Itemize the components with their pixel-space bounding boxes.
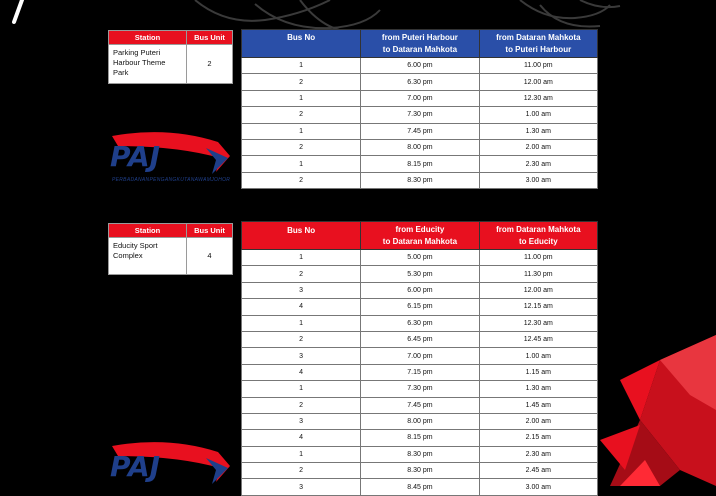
table-row: [242, 348, 598, 364]
return-time-cell: 3.00 am: [479, 479, 597, 495]
station-header: Station: [109, 224, 187, 238]
outbound-time-cell: 6.00 pm: [361, 58, 479, 74]
table-row: [242, 123, 598, 139]
table-row: [242, 107, 598, 123]
bus-no-cell: 1: [242, 58, 361, 74]
table-row: [242, 364, 598, 380]
col-return-line2: to Puteri Harbour: [505, 44, 572, 54]
outbound-time-cell: 8.30 pm: [361, 446, 479, 462]
outbound-time-cell: 7.30 pm: [361, 107, 479, 123]
return-time-cell: 2.30 am: [479, 446, 597, 462]
table-row: [242, 463, 598, 479]
table-row: [242, 74, 598, 90]
station-name: Educity Sport Complex: [109, 238, 187, 275]
return-time-cell: 2.45 am: [479, 463, 597, 479]
outbound-time-cell: 8.15 pm: [361, 156, 479, 172]
return-time-cell: 12.30 am: [479, 315, 597, 331]
table-row: [242, 156, 598, 172]
col-outbound: [361, 222, 479, 250]
table-row: [242, 58, 598, 74]
return-time-cell: 1.00 am: [479, 107, 597, 123]
return-time-cell: 12.30 am: [479, 90, 597, 106]
bus-no-cell: 4: [242, 364, 361, 380]
station-name: Parking Puteri Harbour Theme Park: [109, 45, 187, 84]
station-header: Station: [109, 31, 187, 45]
col-bus-no: Bus No: [242, 30, 361, 58]
bus-no-cell: 2: [242, 397, 361, 413]
table-row: [242, 299, 598, 315]
table-row: [242, 430, 598, 446]
col-return: [479, 30, 597, 58]
bus-no-cell: 2: [242, 139, 361, 155]
col-return-line1: from Dataran Mahkota: [496, 32, 581, 42]
return-time-cell: 11.00 pm: [479, 250, 597, 266]
bus-no-cell: 1: [242, 250, 361, 266]
bus-no-cell: 2: [242, 266, 361, 282]
table-row: [242, 397, 598, 413]
table-row: [242, 413, 598, 429]
col-outbound-line1: from Educity: [395, 224, 445, 234]
outbound-time-cell: 7.45 pm: [361, 123, 479, 139]
bus-unit-header: Bus Unit: [187, 31, 233, 45]
bus-no-cell: 1: [242, 90, 361, 106]
bus-no-cell: 3: [242, 348, 361, 364]
bus-no-cell: 1: [242, 156, 361, 172]
outbound-time-cell: 6.30 pm: [361, 315, 479, 331]
return-time-cell: 1.15 am: [479, 364, 597, 380]
timetable-1: [241, 29, 598, 189]
station-table-1: [108, 30, 233, 84]
return-time-cell: 12.45 am: [479, 331, 597, 347]
bus-unit-count: 2: [187, 45, 233, 84]
col-return: [479, 222, 597, 250]
return-time-cell: 11.00 pm: [479, 58, 597, 74]
return-time-cell: 12.15 am: [479, 299, 597, 315]
return-time-cell: 1.00 am: [479, 348, 597, 364]
bus-no-cell: 1: [242, 315, 361, 331]
outbound-time-cell: 6.15 pm: [361, 299, 479, 315]
outbound-time-cell: 7.30 pm: [361, 381, 479, 397]
col-outbound-line2: to Dataran Mahkota: [382, 236, 458, 246]
col-bus-no: Bus No: [242, 222, 361, 250]
timetable-2: [241, 221, 598, 496]
outbound-time-cell: 7.15 pm: [361, 364, 479, 380]
bus-no-cell: 2: [242, 107, 361, 123]
bus-no-cell: 2: [242, 74, 361, 90]
col-outbound-line2: to Dataran Mahkota: [382, 44, 458, 54]
col-return-line2: to Educity: [518, 236, 558, 246]
logo-brand-text: PAJ: [110, 140, 161, 173]
bus-no-cell: 4: [242, 299, 361, 315]
outbound-time-cell: 8.15 pm: [361, 430, 479, 446]
return-time-cell: 12.00 am: [479, 282, 597, 298]
bus-unit-count: 4: [187, 238, 233, 275]
bus-no-cell: 2: [242, 331, 361, 347]
outbound-time-cell: 8.00 pm: [361, 139, 479, 155]
bus-no-cell: 3: [242, 282, 361, 298]
return-time-cell: 2.00 am: [479, 413, 597, 429]
table-row: [242, 250, 598, 266]
table-row: [242, 446, 598, 462]
outbound-time-cell: 6.00 pm: [361, 282, 479, 298]
logo-brand-text: PAJ: [110, 450, 161, 483]
table-row: [242, 139, 598, 155]
bus-no-cell: 1: [242, 123, 361, 139]
return-time-cell: 1.45 am: [479, 397, 597, 413]
outbound-time-cell: 7.00 pm: [361, 90, 479, 106]
station-table-2: [108, 223, 233, 275]
table-row: [242, 479, 598, 495]
table-row: [242, 282, 598, 298]
logo-subtitle: PERBADANANPENGANGKUTANAWAMJOHOR: [112, 177, 231, 183]
bus-unit-header: Bus Unit: [187, 224, 233, 238]
outbound-time-cell: 6.45 pm: [361, 331, 479, 347]
bus-no-cell: 4: [242, 430, 361, 446]
outbound-time-cell: 5.30 pm: [361, 266, 479, 282]
col-return-line1: from Dataran Mahkota: [496, 224, 581, 234]
outbound-time-cell: 8.30 pm: [361, 172, 479, 188]
outbound-time-cell: 8.00 pm: [361, 413, 479, 429]
outbound-time-cell: 5.00 pm: [361, 250, 479, 266]
outbound-time-cell: 7.45 pm: [361, 397, 479, 413]
col-outbound: [361, 30, 479, 58]
bus-no-cell: 1: [242, 446, 361, 462]
table-row: [242, 315, 598, 331]
return-time-cell: 11.30 pm: [479, 266, 597, 282]
return-time-cell: 2.30 am: [479, 156, 597, 172]
bus-no-cell: 2: [242, 172, 361, 188]
table-row: [242, 172, 598, 188]
bus-no-cell: 3: [242, 413, 361, 429]
table-row: [242, 266, 598, 282]
table-row: [242, 331, 598, 347]
outbound-time-cell: 7.00 pm: [361, 348, 479, 364]
table-row: [242, 90, 598, 106]
return-time-cell: 3.00 am: [479, 172, 597, 188]
bus-no-cell: 3: [242, 479, 361, 495]
table-row: [242, 381, 598, 397]
bus-no-cell: 2: [242, 463, 361, 479]
outbound-time-cell: 8.30 pm: [361, 463, 479, 479]
bus-no-cell: 1: [242, 381, 361, 397]
outbound-time-cell: 8.45 pm: [361, 479, 479, 495]
return-time-cell: 2.00 am: [479, 139, 597, 155]
return-time-cell: 2.15 am: [479, 430, 597, 446]
return-time-cell: 12.00 am: [479, 74, 597, 90]
return-time-cell: 1.30 am: [479, 123, 597, 139]
outbound-time-cell: 6.30 pm: [361, 74, 479, 90]
col-outbound-line1: from Puteri Harbour: [381, 32, 458, 42]
return-time-cell: 1.30 am: [479, 381, 597, 397]
